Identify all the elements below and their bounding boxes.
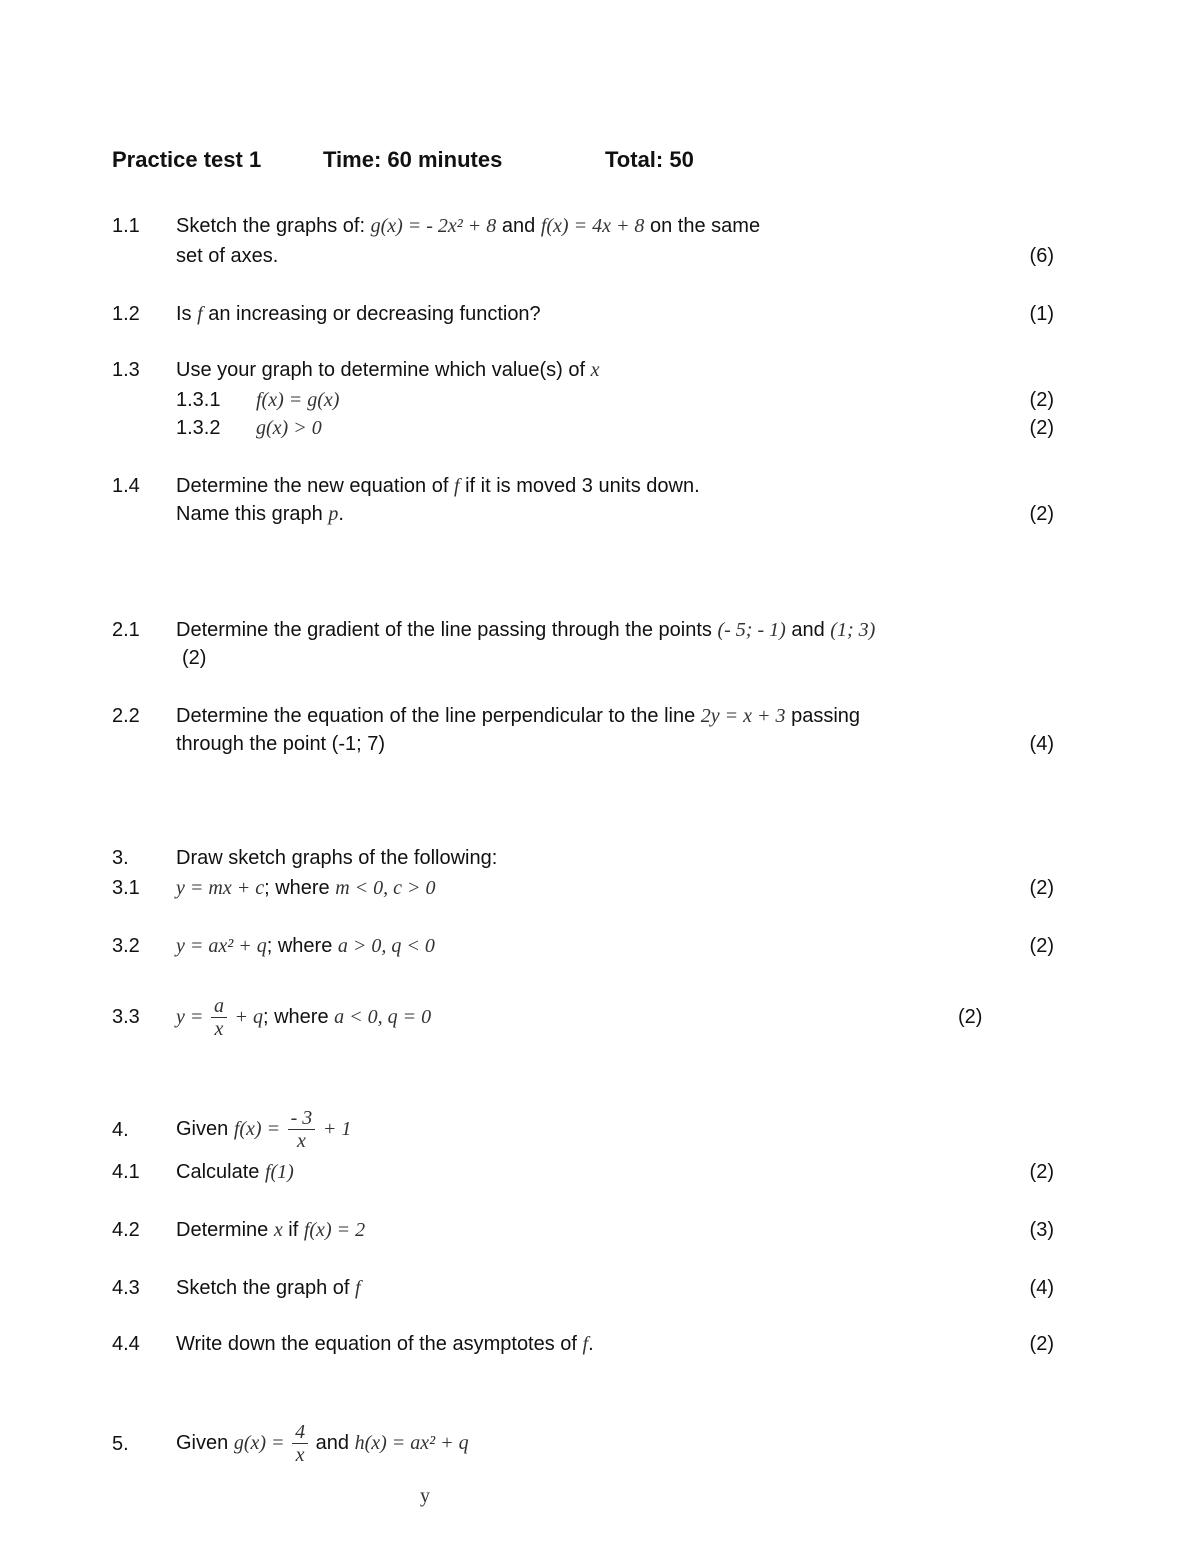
marks-label: (2)	[182, 647, 207, 669]
question-text: y = ax² + q; where a > 0, q < 0	[176, 935, 435, 957]
question-number: 1.1	[112, 215, 140, 237]
marks-label: (2)	[1029, 1333, 1054, 1355]
math-expression: g(x) = - 2x² + 8	[370, 215, 497, 237]
question-number: 1.2	[112, 303, 140, 325]
math-expression: y = mx + c	[176, 877, 265, 899]
math-expression: f(1)	[264, 1161, 294, 1183]
question-number: 3.3	[112, 1006, 140, 1028]
question-text: Determine the new equation of f if it is moved 3 units down.	[176, 475, 700, 497]
question-text: Determine x if f(x) = 2	[176, 1219, 366, 1241]
math-expression: f	[453, 475, 460, 497]
math-expression: g(x) =	[233, 1432, 285, 1454]
math-expression: f	[197, 303, 203, 325]
test-total: Total: 50	[605, 147, 694, 172]
math-expression: x	[590, 359, 600, 381]
math-expression: y =	[176, 1006, 204, 1028]
question-number: 3.1	[112, 877, 140, 899]
question-number: 3.	[112, 847, 129, 869]
math-expression: a > 0, q < 0	[337, 935, 435, 957]
question-text: Use your graph to determine which value(s) of x	[176, 359, 600, 381]
subquestion	[176, 416, 322, 440]
question-text: Determine the gradient of the line passing through the points (- 5; - 1) and (1; 3)	[176, 619, 876, 641]
question-text: Sketch the graph of f	[176, 1277, 361, 1299]
question-text: Calculate f(1)	[176, 1161, 294, 1183]
math-fraction: $\frac{- 3}{x}$	[288, 1107, 316, 1152]
subquestion-number: 1.3.2	[176, 417, 221, 439]
math-expression: + 1	[322, 1118, 352, 1140]
marks-label: (2)	[1029, 417, 1054, 439]
test-title: Practice test 1	[112, 147, 262, 172]
math-expression: y = ax² + q	[176, 935, 267, 957]
question-number: 3.2	[112, 935, 140, 957]
question-text: Draw sketch graphs of the following:	[176, 847, 498, 869]
question-number: 4.	[112, 1119, 129, 1141]
question-number: 4.4	[112, 1333, 140, 1355]
math-expression: f(x) = 2	[303, 1219, 366, 1241]
math-expression: f	[355, 1277, 361, 1299]
math-expression: p	[328, 503, 339, 525]
question-number: 4.1	[112, 1161, 140, 1183]
math-expression: m < 0, c > 0	[335, 877, 436, 899]
marks-label: (3)	[1029, 1219, 1054, 1241]
marks-label: (1)	[1029, 303, 1054, 325]
question-number: 4.2	[112, 1219, 140, 1241]
subquestion-number: 1.3.1	[176, 389, 221, 411]
math-expression: h(x) = ax² + q	[354, 1432, 469, 1454]
question-number: 2.2	[112, 705, 140, 727]
question-text: Given f(x) = $\frac{- 3}{x}$ + 1	[176, 1107, 352, 1153]
math-fraction: $\frac{a}{x}$	[211, 995, 227, 1040]
question-text: Sketch the graphs of: g(x) = - 2x² + 8 and f(x) = 4x + 8 on the same	[176, 215, 761, 237]
question-text-line2: Name this graph p.	[176, 503, 344, 525]
math-expression: (1; 3)	[830, 619, 876, 641]
math-expression: f	[582, 1333, 589, 1355]
question-text-line2: through the point (-1; 7)	[176, 733, 386, 755]
math-fraction: $\frac{4}{x}$	[292, 1421, 308, 1466]
question-number: 1.4	[112, 475, 140, 497]
math-expression: f(x) = 4x + 8	[540, 215, 645, 237]
marks-label: (2)	[1029, 935, 1054, 957]
question-number: 5.	[112, 1433, 129, 1455]
marks-label: (4)	[1029, 1277, 1054, 1299]
footer-y-label: y	[420, 1485, 430, 1507]
subquestion	[176, 388, 339, 412]
question-text-line2: set of axes.	[176, 245, 279, 267]
question-number: 1.3	[112, 359, 140, 381]
marks-label: (2)	[1029, 503, 1054, 525]
math-expression: x	[273, 1219, 283, 1241]
test-time: Time: 60 minutes	[323, 147, 503, 172]
math-expression: + q	[234, 1006, 263, 1028]
question-number: 4.3	[112, 1277, 140, 1299]
marks-label: (4)	[1029, 733, 1054, 755]
marks-label: (2)	[1029, 1161, 1054, 1183]
question-text: Determine the equation of the line perpendicular to the line 2y = x + 3 passing	[176, 705, 861, 727]
marks-label: (2)	[1029, 877, 1054, 899]
math-expression: g(x) > 0	[256, 417, 322, 439]
marks-label: (2)	[1029, 389, 1054, 411]
question-text: y = mx + c; where m < 0, c > 0	[176, 877, 436, 899]
question-number: 2.1	[112, 619, 140, 641]
math-expression: f(x) =	[233, 1118, 281, 1140]
question-text: Write down the equation of the asymptotes of f.	[176, 1333, 594, 1355]
question-text: Given g(x) = $\frac{4}{x}$ and h(x) = ax² + q	[176, 1421, 469, 1467]
math-expression: 2y = x + 3	[700, 705, 786, 727]
question-text: y = $\frac{a}{x}$ + q; where a < 0, q = 0	[176, 995, 432, 1041]
question-text: Is f an increasing or decreasing function?	[176, 303, 541, 325]
math-expression: a < 0, q = 0	[334, 1006, 432, 1028]
math-expression: (- 5; - 1)	[717, 619, 786, 641]
math-expression: f(x) = g(x)	[256, 389, 340, 411]
marks-label: (6)	[1029, 245, 1054, 267]
marks-label: (2)	[958, 1006, 983, 1028]
